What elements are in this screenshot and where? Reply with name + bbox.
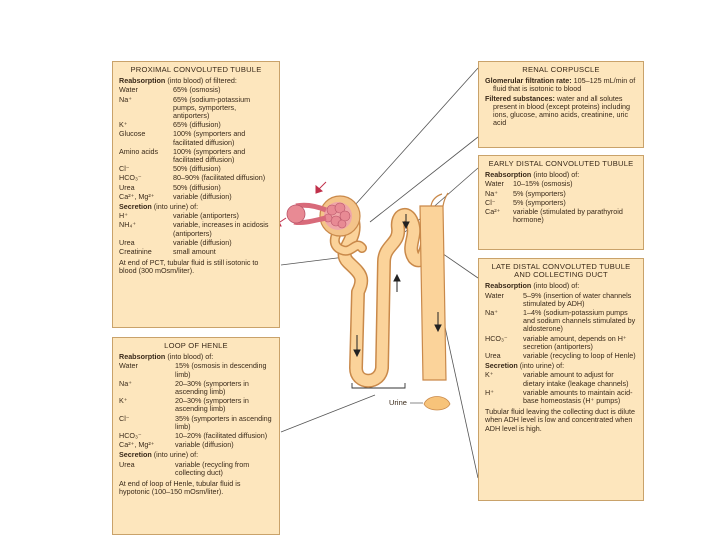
loop-reab-list: [119, 362, 273, 449]
row-key: Ca²⁺: [485, 207, 501, 217]
edct-panel: [478, 155, 644, 250]
row-value: variable (diffusion): [173, 191, 232, 201]
row-key: Cl⁻: [119, 413, 130, 423]
filtered-label: Filtered substances:: [485, 93, 555, 103]
row-value: 5–9% (insertion of water channels stimulated by ADH): [523, 290, 632, 308]
row-key: Water: [119, 361, 138, 371]
row-value: variable (diffusion): [173, 237, 232, 247]
row-key: Na⁺: [485, 188, 498, 198]
table-row: [119, 174, 273, 182]
row-value: 1–4% (sodium-potassium pumps and sodium channels stimulated by aldosterone): [523, 308, 636, 334]
row-key: NH₄⁺: [119, 220, 137, 230]
table-row: [485, 199, 637, 207]
row-value: 65% (diffusion): [173, 120, 221, 130]
row-value: 50% (diffusion): [173, 164, 221, 174]
row-key: K⁺: [119, 396, 128, 406]
pct-secretion-heading: [119, 203, 273, 211]
filtered-value: water and all solutes present in blood (except proteins) including ions, glucose, amino acids, creatinine, uric acid: [493, 93, 631, 128]
row-value: 100% (symporters and facilitated diffusion): [173, 146, 246, 165]
table-row: [485, 190, 637, 198]
table-row: [119, 432, 273, 440]
row-value: 50% (diffusion): [173, 182, 221, 192]
table-row: [119, 415, 273, 431]
renal-corpuscle: [287, 196, 360, 236]
table-row: [119, 86, 273, 94]
row-value: 65% (sodium-potassium pumps, symporters, antiporters): [173, 94, 251, 121]
row-value: 15% (osmosis in descending limb): [175, 361, 267, 379]
row-value: variable (diffusion): [175, 440, 234, 450]
table-row: [119, 148, 273, 164]
row-key: Ca²⁺, Mg²⁺: [119, 191, 155, 201]
table-row: [485, 309, 637, 334]
table-row: [119, 165, 273, 173]
gfr-value: 105–125 mL/min of fluid that is isotonic to blood: [493, 76, 636, 94]
renal-title: RENAL CORPUSCLE: [522, 65, 600, 74]
row-value: 100% (symporters and facilitated diffusion): [173, 129, 246, 147]
row-value: 5% (symporters): [513, 197, 566, 207]
table-row: [119, 239, 273, 247]
pct-reabsorption-heading: [119, 77, 273, 85]
row-value: 5% (symporters): [513, 188, 566, 198]
loop-reabsorption-heading: [119, 353, 273, 361]
edct-reab-label: Reabsorption: [485, 170, 532, 180]
loop-title: LOOP OF HENLE: [164, 341, 228, 350]
table-row: [119, 130, 273, 146]
loop-note: At end of loop of Henle, tubular fluid is hypotonic (100–150 mOsm/liter).: [119, 479, 241, 497]
table-row: [485, 352, 637, 360]
renal-corpuscle-panel: [478, 61, 644, 148]
table-row: [119, 461, 273, 477]
urine-droplet: [410, 397, 450, 411]
row-key: Urea: [485, 351, 501, 361]
row-key: Urea: [119, 182, 135, 192]
pct-sec-label: Secretion: [119, 202, 152, 212]
loop-reab-label: Reabsorption: [119, 352, 166, 362]
ldct-sec-label: Secretion: [485, 361, 518, 371]
leader-line-loop: [281, 395, 375, 432]
row-key: Cl⁻: [119, 164, 130, 174]
row-value: 10–20% (facilitated diffusion): [175, 431, 268, 441]
row-value: 10–15% (osmosis): [513, 179, 573, 189]
ldct-title: LATE DISTAL CONVOLUTED TUBULE AND COLLECTING DUCT: [491, 262, 631, 280]
row-key: Creatinine: [119, 247, 152, 257]
edct-reab-list: [485, 180, 637, 224]
row-key: Water: [485, 290, 504, 300]
ldct-panel: [478, 258, 644, 501]
row-value: 80–90% (facilitated diffusion): [173, 173, 266, 183]
row-key: HCO₃⁻: [119, 431, 142, 441]
table-row: [485, 335, 637, 351]
row-key: H⁺: [119, 211, 128, 221]
arrow-blood-in: [316, 182, 326, 193]
edct-title: EARLY DISTAL CONVOLUTED TUBULE: [488, 159, 634, 168]
ldct-secretion-heading: [485, 362, 637, 370]
gfr-block: [485, 77, 637, 93]
row-value: variable, increases in acidosis (antiporters): [173, 220, 269, 238]
row-value: variable amount, depends on H⁺ secretion (antiporters): [523, 333, 627, 351]
table-row: [119, 441, 273, 449]
ldct-reab-label: Reabsorption: [485, 281, 532, 291]
loop-secretion-heading: [119, 451, 273, 459]
row-value: 65% (osmosis): [173, 85, 221, 95]
table-row: [119, 121, 273, 129]
loop-reab-tail: (into blood) of:: [167, 352, 214, 362]
pct-reab-tail: (into blood) of filtered:: [167, 76, 237, 86]
pct-reab-list: [119, 86, 273, 201]
pct-reab-label: Reabsorption: [119, 76, 166, 86]
row-key: Urea: [119, 237, 135, 247]
nephron-tubule: [335, 215, 430, 381]
row-key: H⁺: [485, 387, 494, 397]
table-row: [485, 371, 637, 387]
gfr-label: Glomerular filtration rate:: [485, 76, 572, 86]
table-row: [119, 380, 273, 396]
urine-label: Urine: [389, 398, 407, 407]
table-row: [485, 389, 637, 405]
ldct-reab-tail: (into blood) of:: [533, 281, 580, 291]
table-row: [119, 248, 273, 256]
edct-reabsorption-heading: [485, 171, 637, 179]
loop-sec-tail: (into urine) of:: [153, 450, 199, 460]
loop-sec-list: [119, 461, 273, 477]
row-key: Cl⁻: [485, 197, 496, 207]
table-row: [119, 397, 273, 413]
collecting-duct: [420, 193, 448, 380]
row-value: 20–30% (symporters in ascending limb): [175, 396, 249, 414]
row-value: variable (antiporters): [173, 211, 239, 221]
table-row: [119, 362, 273, 378]
row-value: variable (stimulated by parathyroid hormone): [513, 207, 623, 225]
row-key: Glucose: [119, 129, 146, 139]
table-row: [119, 212, 273, 220]
ldct-sec-tail: (into urine) of:: [519, 361, 565, 371]
row-key: K⁺: [119, 120, 128, 130]
row-key: Na⁺: [119, 378, 132, 388]
row-value: variable (recycling from collecting duct): [175, 459, 250, 477]
row-key: Na⁺: [485, 308, 498, 318]
table-row: [485, 180, 637, 188]
row-value: variable (recycling to loop of Henle): [523, 351, 636, 361]
row-value: 35% (symporters in ascending limb): [175, 413, 272, 431]
ldct-note: Tubular fluid leaving the collecting duct is dilute when ADH level is low and concentrated when ADH level is high.: [485, 407, 635, 433]
row-key: Urea: [119, 459, 135, 469]
row-value: variable amounts to maintain acid-base homeostasis (H⁺ pumps): [523, 387, 633, 406]
row-key: K⁺: [485, 370, 494, 380]
arrow-up-ascending: [394, 275, 400, 292]
edct-reab-tail: (into blood) of:: [533, 170, 580, 180]
row-key: Water: [119, 85, 138, 95]
pct-note: At end of PCT, tubular fluid is still isotonic to blood (300 mOsm/liter).: [119, 258, 259, 276]
table-row: [119, 96, 273, 121]
ldct-sec-list: [485, 371, 637, 405]
table-row: [119, 184, 273, 192]
table-row: [485, 292, 637, 308]
row-key: HCO₃⁻: [485, 333, 508, 343]
leader-line-pct: [281, 257, 345, 265]
row-value: variable amount to adjust for dietary intake (leakage channels): [523, 370, 629, 388]
row-key: Ca²⁺, Mg²⁺: [119, 440, 155, 450]
table-row: [119, 221, 273, 237]
pct-sec-tail: (into urine) of:: [153, 202, 199, 212]
pct-sec-list: [119, 212, 273, 256]
row-value: small amount: [173, 247, 216, 257]
row-key: Water: [485, 179, 504, 189]
table-row: [485, 208, 637, 224]
table-row: [119, 193, 273, 201]
row-key: Amino acids: [119, 146, 159, 156]
ldct-reab-list: [485, 292, 637, 361]
pct-panel: [112, 61, 280, 328]
row-value: 20–30% (symporters in ascending limb): [175, 378, 249, 397]
row-key: Na⁺: [119, 94, 132, 104]
pct-title: PROXIMAL CONVOLUTED TUBULE: [130, 65, 262, 74]
loop-panel: [112, 337, 280, 535]
ldct-reabsorption-heading: [485, 282, 637, 290]
row-key: HCO₃⁻: [119, 173, 142, 183]
filtered-block: [485, 95, 637, 128]
loop-sec-label: Secretion: [119, 450, 152, 460]
